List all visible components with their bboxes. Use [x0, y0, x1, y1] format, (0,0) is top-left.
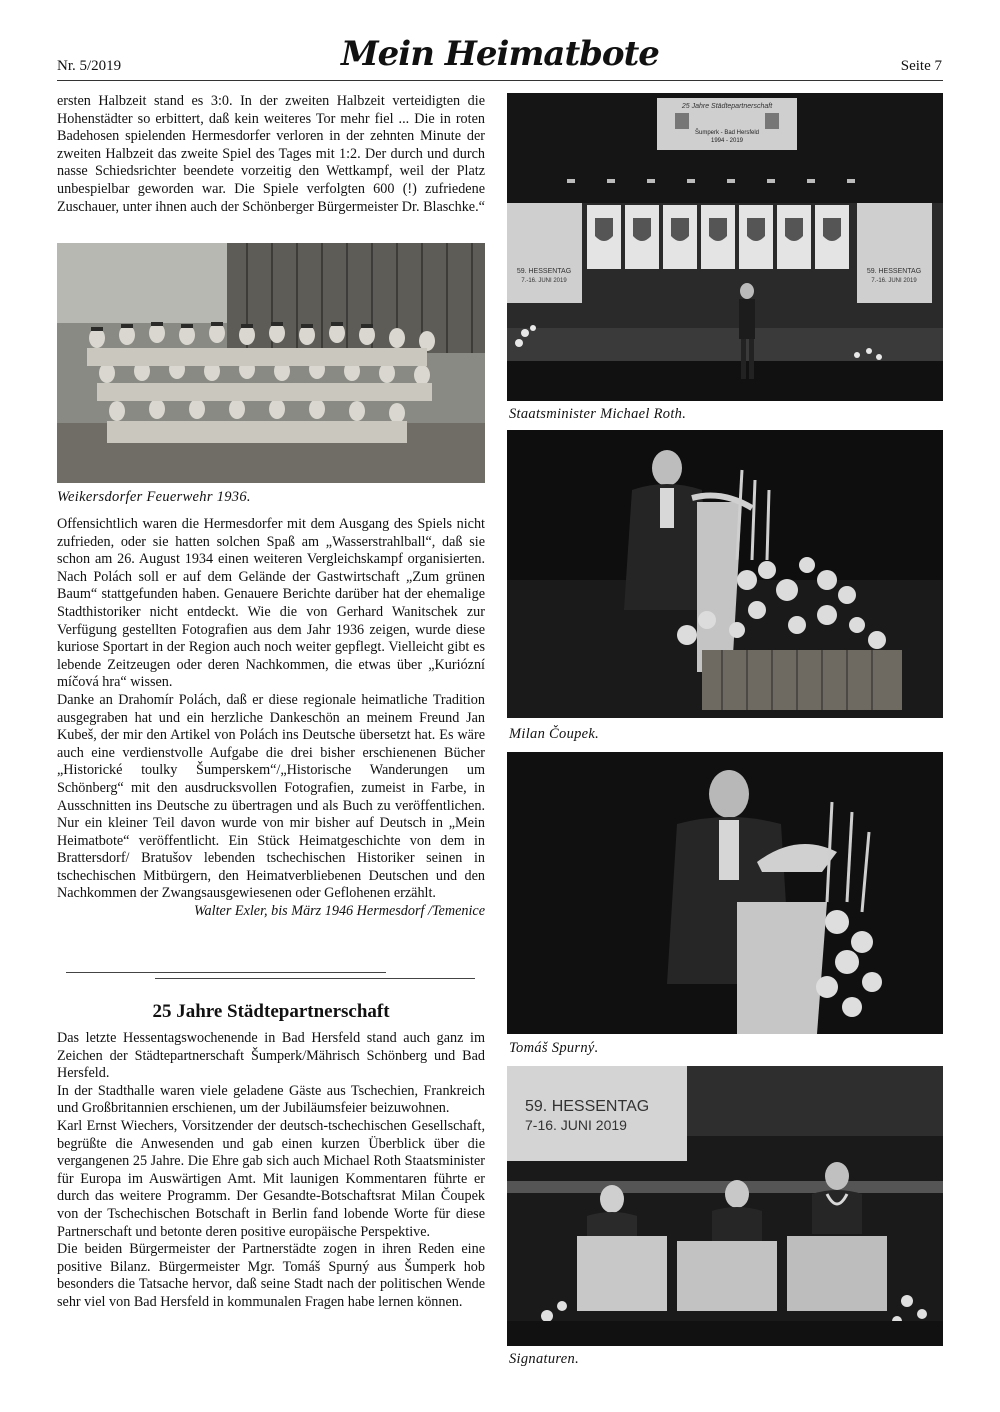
coupek-caption: Milan Čoupek.	[509, 726, 600, 742]
partnership-article	[57, 1030, 485, 1312]
banner-subtitle: Šumperk - Bad Hersfeld	[694, 130, 760, 136]
roth-caption: Staatsminister Michael Roth.	[509, 406, 687, 422]
header-divider	[57, 80, 943, 81]
article-intro-text: ersten Halbzeit stand es 3:0. In der zweiten Halbzeit verteidigten die Hohenstädter so erbittert, daß kein weiteres Tor mehr fiel ... Die in roten Badehosen spielenden Hermesdorfer verloren in der zehnten Minute der zweiten Halbzeit das zweite Spiel des Tages mit 1:2. Der durch und durch nasse Schiedsrichter beendete vorzeitig den Wettkampf, weil der Platz unbespielbar geworden war. Die Spiele verfolgten 600 (!) zufriedene Zuschauer, unter ihnen auch der Schönberger Bürgermeister Dr. Blaschke.“	[57, 93, 485, 215]
masthead-logo: Mein Heimatbote	[341, 34, 659, 74]
hessentag-banner-date: 7-16. JUNI 2019	[525, 1117, 627, 1133]
spurny-caption: Tomáš Spurný.	[509, 1040, 599, 1056]
section-separator	[66, 972, 386, 973]
article-paragraph: Die beiden Bürgermeister der Partnerstädte zogen in ihren Reden eine positive Bilanz. Bürgermeister Mgr. Tomáš Spurný aus Šumperk hob besonders die Tatsache hervor, daß seine Stadt nach der politischen Wende sehr viel von Bad Hersfeld in kommunalen Fragen habe lernen können.	[57, 1241, 485, 1310]
article-paragraph: In der Stadthalle waren viele geladene Gäste aus Tschechien, Frankreich und Großbritannien erschienen, um der Jubiläumsfeier beizuwohnen.	[57, 1082, 485, 1117]
hessentag-sign-left: 59. HESSENTAG	[516, 268, 572, 275]
article-paragraph: Danke an Drahomír Polách, daß er diese regionale heimatliche Tradition ausgegraben hat und ein herzliche Dankeschön an meinem Freund Jan Kubeš, der mir den Artikel von Polách ins Deutsche übersetzt hat. Es wäre auch eine verdienstvolle Aufgabe die drei bisher erschienenen Bücher „Historické toulky Šumperskem“/„Historische Wanderungen um Schönberg“ mit den ausdrucksvollen Fotografien, zumeist in Farbe, in Ausschnitten ins Deutsche zu übertragen und als Buch zu veröffentlichen. Nur ein kleiner Teil davon wurde von mir bisher auf Deutsch in „Mein Heimatbote“ veröffentlicht. Ein Stück Heimatgeschichte von dem in Brattersdorf/ Bratušov lebenden tschechischen Historiker seinen in tschechischen Mitbürgern, den Heimatverbliebenen Deutschen und den Nachkommen der Zwangsausgewiesenen oder Geflohenen erzählt.	[57, 691, 485, 902]
stage-photo	[507, 93, 943, 401]
article-author: Walter Exler, bis März 1946 Hermesdorf /Temenice	[194, 903, 485, 920]
hessentag-date-left: 7.-16. JUNI 2019	[521, 278, 567, 284]
banner-years: 1994 - 2019	[710, 138, 744, 144]
fire-brigade-photo	[57, 243, 485, 483]
coupek-photo	[507, 430, 943, 718]
article-body	[57, 516, 485, 921]
fire-brigade-caption: Weikersdorfer Feuerwehr 1936.	[57, 489, 251, 505]
hessentag-sign-right: 59. HESSENTAG	[866, 268, 922, 275]
article-continuation	[57, 93, 485, 216]
spurny-photo	[507, 752, 943, 1034]
article-paragraph: Das letzte Hessentagswochenende in Bad Hersfeld stand auch ganz im Zeichen der Städtepartnerschaft Šumperk/Mährisch Schönberg und Bad Hersfeld.	[57, 1030, 485, 1082]
issue-number: Nr. 5/2019	[57, 58, 122, 74]
article-paragraph: Karl Ernst Wiechers, Vorsitzender der deutsch-tschechischen Gesellschaft, begrüßte die Anwesenden und gab einen kurzen Überblick über die vergangenen 25 Jahre. Die Ehre gab sich auch Michael Roth Staatsminister für Europa im Auswärtigen Amt. Mit launigen Kommentaren führte er durch das weitere Programm. Der Gesandte-Botschaftsrat Milan Čoupek von der Tschechischen Botschaft in Berlin fand lobende Worte für diese Partnerschaft und betonte deren positive europäische Perspektive.	[57, 1117, 485, 1240]
article-paragraph: Offensichtlich waren die Hermesdorfer mit dem Ausgang des Spiels nicht zufrieden, oder sie hatten solchen Spaß am „Wasserstrahlball“, daß sie schon am 26. August 1934 einen weiteren Vergleichskampf organisierten. Nach Polách soll er auf dem Gelände der Gastwirtschaft „Zum grünen Baum“ stattgefunden haben. Genauere Berichte darüber hat der ehemalige Stadthistoriker nicht entdeckt. Wie die von Gerhard Wanitschek zur Verfügung gestellten Fotografien aus dem Jahr 1936 zeigen, wurde diese kuriose Sportart in der Region auch noch weiter gepflegt. Vielleicht gibt es lebende Zeitzeugen oder deren Nachkommen, die etwas über „Kuriózní míčová hra“ wissen.	[57, 516, 485, 691]
page-number: Seite 7	[900, 58, 942, 74]
hessentag-date-right: 7.-16. JUNI 2019	[871, 278, 917, 284]
section-separator	[155, 978, 475, 979]
banner-title: 25 Jahre Städtepartnerschaft	[681, 103, 773, 110]
hessentag-banner-title: 59. HESSENTAG	[525, 1098, 650, 1115]
signatures-caption: Signaturen.	[509, 1351, 580, 1367]
section-title: 25 Jahre Städtepartnerschaft	[152, 1001, 390, 1022]
signatures-photo	[507, 1066, 943, 1346]
